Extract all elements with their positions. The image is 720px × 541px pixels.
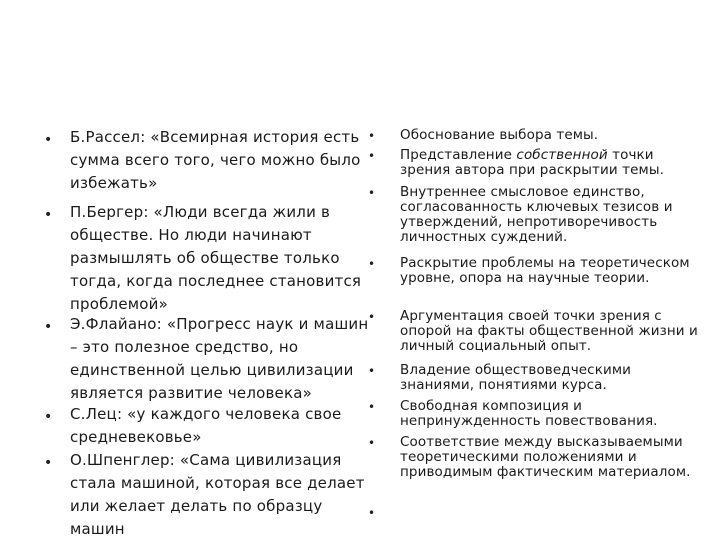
criterion-own-view-emphasis: собственной: [516, 147, 608, 163]
bullet-icon: •: [368, 129, 376, 143]
bullet-icon: •: [44, 319, 53, 335]
bullet-icon: •: [368, 257, 376, 271]
bullet-icon: •: [44, 409, 53, 425]
criterion-topic-choice: Обоснование выбора темы.: [400, 127, 599, 143]
bullet-icon: •: [368, 400, 376, 414]
criterion-own-view-start: Представление: [400, 147, 517, 163]
bullet-icon: •: [368, 364, 376, 378]
bullet-icon: •: [44, 132, 53, 148]
criterion-unity: Внутреннее смысловое единство, согласованность ключевых тезисов и утверждений, непротиворечивость личностных суждений.: [400, 184, 673, 245]
bullet-icon: •: [44, 455, 53, 471]
bullet-icon: •: [368, 310, 376, 324]
bullet-icon: •: [368, 186, 376, 200]
quote-berger: П.Бергер: «Люди всегда жили в обществе. Но люди начинают размышлять об обществе только тогда, когда последнее становится проблемой»: [70, 203, 362, 313]
quote-spengler: О.Шпенглер: «Сама цивилизация стала машиной, которая все делает или желает делать по образцу машин: [70, 451, 365, 538]
criterion-own-view: [400, 148, 700, 178]
criterion-knowledge: Владение обществоведческими знаниями, понятиями курса.: [400, 362, 631, 393]
criterion-correspondence: Соответствие между высказываемыми теоретическими положениями и приводимым фактическим материалом.: [400, 434, 691, 480]
criterion-theory: Раскрытие проблемы на теоретическом уровне, опора на научные теории.: [400, 255, 690, 286]
quote-lec: С.Лец: «у каждого человека свое средневековье»: [70, 405, 342, 446]
quote-flaiano: Э.Флайано: «Прогресс наук и машин – это полезное средство, но единственной целью цивилизации является развитие человека»: [70, 315, 369, 402]
bullet-icon: •: [368, 506, 376, 520]
criterion-composition: Свободная композиция и непринужденность повествования.: [400, 398, 658, 429]
bullet-icon: •: [368, 149, 376, 163]
bullet-icon: •: [368, 436, 376, 450]
quote-russell: Б.Рассел: «Всемирная история есть сумма всего того, чего можно было избежать»: [70, 128, 361, 192]
criterion-argumentation: Аргументация своей точки зрения с опорой на факты общественной жизни и личный социальный опыт.: [400, 308, 698, 354]
criterion-own-view-end: точки зрения автора при раскрытии темы.: [400, 147, 664, 178]
bullet-icon: •: [44, 207, 53, 223]
